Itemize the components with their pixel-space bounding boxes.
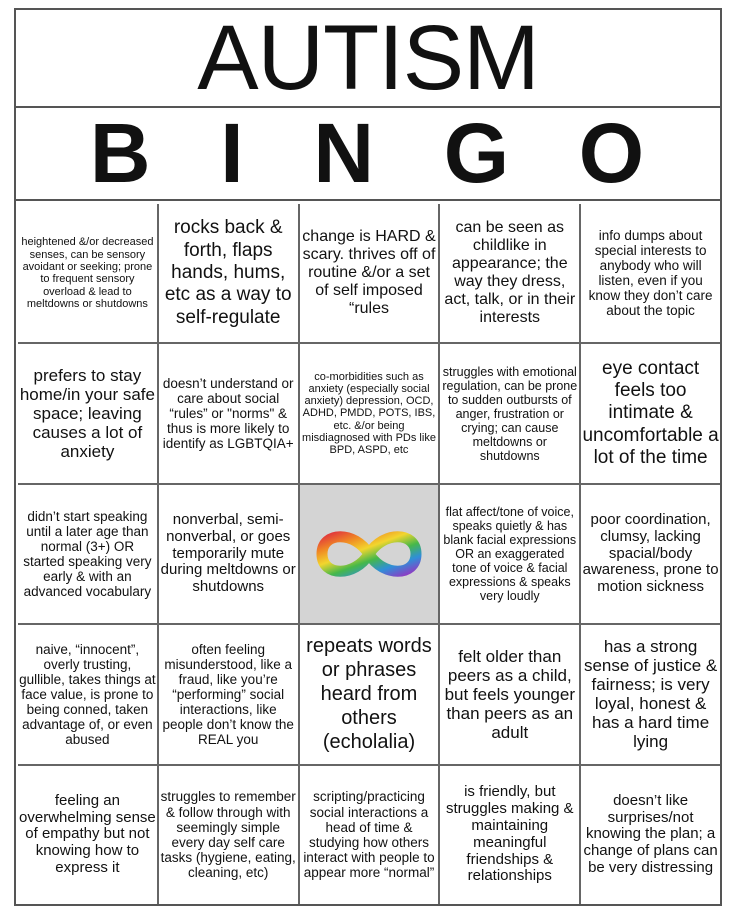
bingo-cell: change is HARD & scary. thrives off of routine &/or a set of self imposed “rules <box>300 204 439 342</box>
bingo-grid <box>18 204 720 904</box>
bingo-cell: co-morbidities such as anxiety (especially social anxiety) depression, OCD, ADHD, PMDD, POTS, IBS, etc. &/or being misdiagnosed with PDs like BPD, ASPD, etc <box>300 344 439 482</box>
bingo-cell: can be seen as childlike in appearance; the way they dress, act, talk, or in their interests <box>440 204 579 342</box>
bingo-cell: prefers to stay home/in your safe space; leaving causes a lot of anxiety <box>18 344 157 482</box>
bingo-cell: doesn’t understand or care about social “rules” or "norms" & thus is more likely to identify as LGBTQIA+ <box>159 344 298 482</box>
bingo-letter-i: I <box>220 105 246 200</box>
free-space <box>300 485 439 623</box>
bingo-cell: didn’t start speaking until a later age than normal (3+) OR started speaking very early & with an advanced vocabulary <box>18 485 157 623</box>
bingo-cell: scripting/practicing social interactions a head of time & studying how others interact with people to appear more “normal” <box>300 766 439 904</box>
bingo-board <box>14 8 722 906</box>
bingo-cell: often feeling misunderstood, like a fraud, like you’re “performing” social interactions, like people don’t know the REAL you <box>159 625 298 763</box>
bingo-cell: has a strong sense of justice & fairness; is very loyal, honest & has a hard time lying <box>581 625 720 763</box>
bingo-cell: eye contact feels too intimate & uncomfortable a lot of the time <box>581 344 720 482</box>
bingo-cell: flat affect/tone of voice, speaks quietly & has blank facial expressions OR an exaggerated tone of voice & facial expressions & speaks very loudly <box>440 485 579 623</box>
bingo-cell: naive, “innocent”, overly trusting, gullible, takes things at face value, is prone to being conned, taken advantage of, or even abused <box>18 625 157 763</box>
bingo-cell: doesn’t like surprises/not knowing the plan; a change of plans can be very distressing <box>581 766 720 904</box>
bingo-cell: poor coordination, clumsy, lacking spacial/body awareness, prone to motion sickness <box>581 485 720 623</box>
bingo-cell: struggles to remember & follow through with seemingly simple every day self care tasks (hygiene, eating, cleaning, etc) <box>159 766 298 904</box>
bingo-letter-n: N <box>313 105 376 200</box>
bingo-cell: repeats words or phrases heard from others (echolalia) <box>300 625 439 763</box>
bingo-cell: feeling an overwhelming sense of empathy but not knowing how to express it <box>18 766 157 904</box>
bingo-cell: struggles with emotional regulation, can be prone to sudden outbursts of anger, frustration or crying; can cause meltdowns or shutdowns <box>440 344 579 482</box>
rainbow-infinity-icon <box>310 519 428 589</box>
bingo-cell: info dumps about special interests to anybody who will listen, even if you know they don’t care about the topic <box>581 204 720 342</box>
bingo-letter-g: G <box>443 105 512 200</box>
bingo-header <box>16 106 720 201</box>
bingo-cell: felt older than peers as a child, but feels younger than peers as an adult <box>440 625 579 763</box>
bingo-letter-o: O <box>578 105 647 200</box>
bingo-cell: is friendly, but struggles making & maintaining meaningful friendships & relationships <box>440 766 579 904</box>
bingo-cell: nonverbal, semi-nonverbal, or goes temporarily mute during meltdowns or shutdowns <box>159 485 298 623</box>
bingo-letter-b: B <box>89 105 153 200</box>
bingo-cell: rocks back & forth, flaps hands, hums, etc as a way to self-regulate <box>159 204 298 342</box>
page-title: AUTISM <box>16 10 720 108</box>
bingo-cell: heightened &/or decreased senses, can be sensory avoidant or seeking; prone to frequent sensory overload & lead to meltdowns or shutdowns <box>18 204 157 342</box>
